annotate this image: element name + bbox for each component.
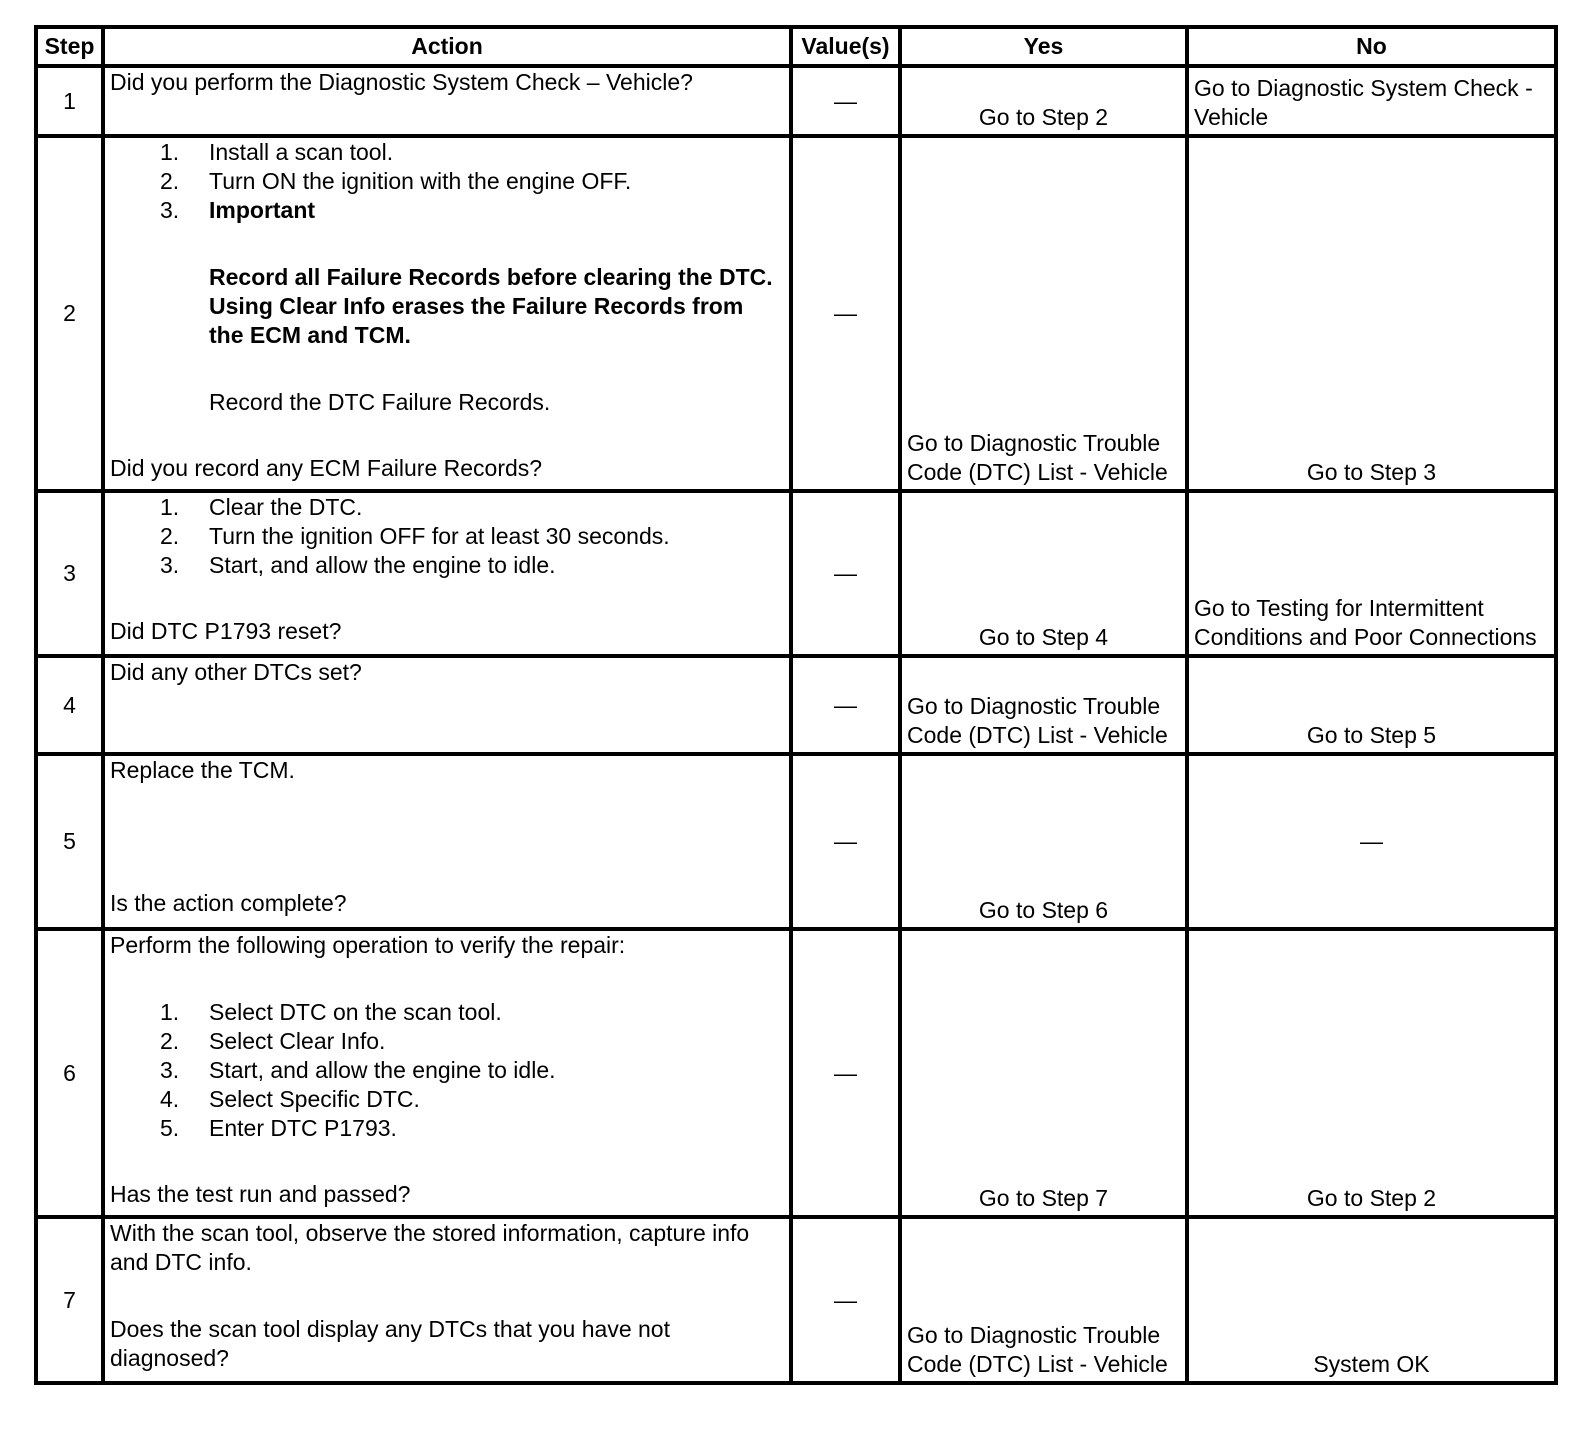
- action-intro: Perform the following operation to verify the repair:: [110, 932, 626, 958]
- no-cell: —: [1187, 754, 1556, 929]
- sub-action: Record the DTC Failure Records.: [209, 389, 551, 415]
- yes-text: Go to Diagnostic Trouble Code (DTC) List - Vehicle: [907, 693, 1168, 748]
- no-text: Go to Step 3: [1306, 459, 1437, 485]
- no-text: Go to Step 2: [1306, 1185, 1437, 1211]
- step-number: 5: [36, 754, 103, 929]
- action-list: [110, 138, 784, 454]
- action-cell: [103, 136, 791, 491]
- yes-cell: [900, 1217, 1187, 1383]
- step-number: 2: [36, 136, 103, 491]
- step-number: 4: [36, 656, 103, 754]
- yes-text: Go to Diagnostic Trouble Code (DTC) List - Vehicle: [907, 1322, 1168, 1377]
- yes-text: Go to Diagnostic Trouble Code (DTC) List - Vehicle: [907, 430, 1168, 485]
- table-row: [36, 929, 1556, 1217]
- header-row: [36, 27, 1556, 66]
- no-text: Go to Step 5: [1306, 722, 1437, 748]
- no-cell: [1187, 66, 1556, 136]
- yes-text: Go to Step 7: [978, 1185, 1109, 1211]
- action-text: Replace the TCM.: [110, 757, 295, 783]
- table-row: [36, 491, 1556, 656]
- action-text: Did you perform the Diagnostic System Check – Vehicle?: [110, 69, 693, 95]
- header-step: Step: [36, 27, 103, 66]
- list-item: 4. Select Specific DTC.: [160, 1086, 420, 1112]
- value-cell: —: [791, 656, 900, 754]
- yes-cell: [900, 656, 1187, 754]
- header-values: Value(s): [791, 27, 900, 66]
- action-question: Does the scan tool display any DTCs that you have not diagnosed?: [110, 1316, 670, 1371]
- no-cell: [1187, 136, 1556, 491]
- value-cell: —: [791, 491, 900, 656]
- yes-text: Go to Step 6: [978, 897, 1109, 923]
- list-item: 1. Select DTC on the scan tool.: [160, 999, 502, 1025]
- action-cell: [103, 929, 791, 1217]
- no-cell: [1187, 1217, 1556, 1383]
- yes-text: Go to Step 4: [978, 624, 1109, 650]
- list-item: 3. Start, and allow the engine to idle.: [160, 552, 556, 578]
- yes-cell: [900, 136, 1187, 491]
- header-yes: Yes: [900, 27, 1187, 66]
- action-text: With the scan tool, observe the stored information, capture info and DTC info.: [110, 1220, 750, 1275]
- header-no: No: [1187, 27, 1556, 66]
- important-note: Record all Failure Records before clearing the DTC. Using Clear Info erases the Failure Records from the ECM and TCM.: [209, 264, 773, 348]
- value-cell: —: [791, 929, 900, 1217]
- list-item: 1. Clear the DTC.: [160, 494, 363, 520]
- action-question: Has the test run and passed?: [110, 1181, 411, 1207]
- action-question: Did DTC P1793 reset?: [110, 618, 342, 644]
- list-item: 2. Select Clear Info.: [160, 1028, 386, 1054]
- table-row: [36, 656, 1556, 754]
- list-item: 1. Install a scan tool.: [160, 139, 394, 165]
- yes-cell: [900, 754, 1187, 929]
- table-row: [36, 136, 1556, 491]
- no-cell: [1187, 929, 1556, 1217]
- step-number: 6: [36, 929, 103, 1217]
- diagnostic-table: [34, 25, 1558, 1385]
- list-item: 5. Enter DTC P1793.: [160, 1115, 397, 1141]
- yes-cell: [900, 66, 1187, 136]
- table-row: [36, 1217, 1556, 1383]
- yes-cell: [900, 491, 1187, 656]
- table-row: [36, 754, 1556, 929]
- header-action: Action: [103, 27, 791, 66]
- action-cell: [103, 656, 791, 754]
- step-number: 1: [36, 66, 103, 136]
- step-number: 7: [36, 1217, 103, 1383]
- yes-cell: [900, 929, 1187, 1217]
- no-text: Go to Diagnostic System Check - Vehicle: [1194, 75, 1533, 130]
- action-question: Did you record any ECM Failure Records?: [110, 455, 543, 481]
- action-cell: [103, 1217, 791, 1383]
- list-item: 2. Turn ON the ignition with the engine OFF.: [160, 168, 632, 194]
- no-text: Go to Testing for Intermittent Conditions and Poor Connections: [1194, 595, 1537, 650]
- action-cell: [103, 491, 791, 656]
- action-text: Did any other DTCs set?: [110, 659, 362, 685]
- step-number: 3: [36, 491, 103, 656]
- important-label: Important: [209, 197, 316, 223]
- list-item: 2. Turn the ignition OFF for at least 30 seconds.: [160, 523, 670, 549]
- table-row: [36, 66, 1556, 136]
- value-cell: —: [791, 754, 900, 929]
- no-cell: [1187, 656, 1556, 754]
- action-cell: [103, 66, 791, 136]
- list-item: 3. Start, and allow the engine to idle.: [160, 1057, 556, 1083]
- action-list: [110, 998, 784, 1143]
- value-cell: —: [791, 136, 900, 491]
- action-cell: [103, 754, 791, 929]
- yes-text: Go to Step 2: [978, 104, 1109, 130]
- no-cell: [1187, 491, 1556, 656]
- value-cell: —: [791, 1217, 900, 1383]
- list-item: 3. Important Record all Failure Records before clearing the DTC. Using Clear Info erases the Failure Records from the ECM and TCM. Record the DTC Failure Records.: [110, 196, 784, 454]
- action-list: [110, 493, 784, 580]
- no-text: System OK: [1313, 1351, 1430, 1377]
- action-question: Is the action complete?: [110, 890, 347, 916]
- value-cell: —: [791, 66, 900, 136]
